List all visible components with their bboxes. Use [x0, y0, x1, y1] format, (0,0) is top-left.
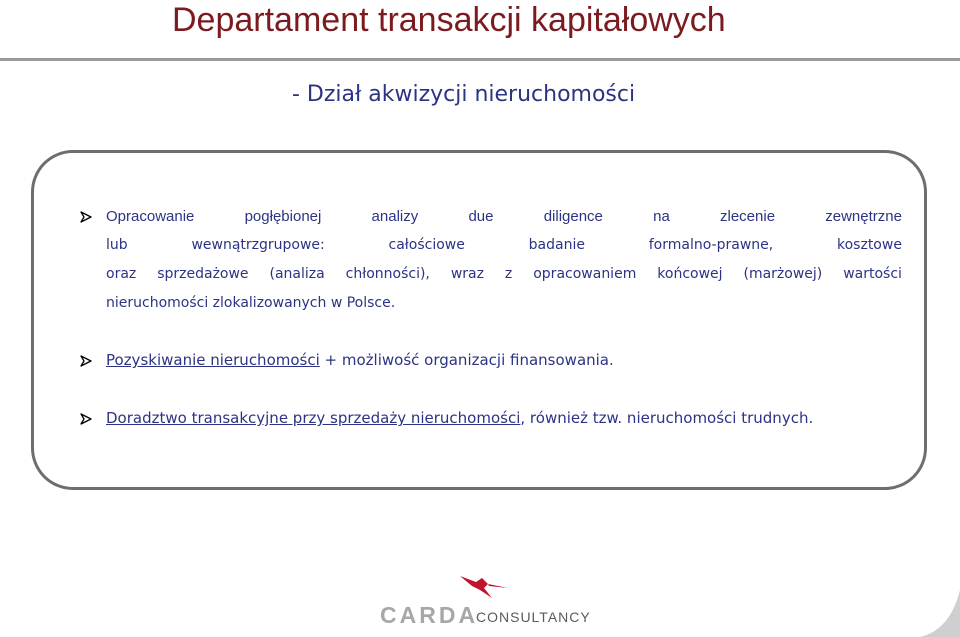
- word: (analiza: [269, 266, 325, 282]
- carda-logo: [380, 572, 590, 632]
- word: lub: [106, 237, 128, 253]
- bullet-2: [106, 349, 614, 371]
- word: badanie: [528, 237, 585, 253]
- word: (marżowej): [743, 266, 823, 282]
- arrow-bullet-icon: [80, 211, 92, 223]
- word: wartości: [843, 266, 902, 282]
- word: analizy: [371, 207, 419, 225]
- word: Opracowanie: [106, 207, 195, 225]
- word: chłonności),: [345, 266, 430, 282]
- word: diligence: [543, 207, 603, 225]
- bullet-1-line-1: [106, 205, 902, 227]
- logo-consultancy-text: CONSULTANCY: [476, 609, 591, 625]
- corner-decoration-icon: [920, 590, 960, 637]
- arrow-bullet-icon: [80, 355, 92, 367]
- page-title: Departament transakcji kapitałowych: [172, 1, 726, 39]
- hummingbird-icon: [458, 572, 510, 606]
- word: formalno-prawne,: [648, 237, 774, 253]
- word: sprzedażowe: [157, 266, 249, 282]
- bullet-1-line-2: [106, 234, 902, 256]
- bullet-2-rest: + możliwość organizacji finansowania.: [319, 351, 614, 369]
- content-card: [31, 150, 927, 490]
- bullet-3-rest: , również tzw. nieruchomości trudnych.: [520, 409, 814, 427]
- word: całościowe: [388, 237, 465, 253]
- word: opracowaniem: [533, 266, 637, 282]
- bullet-2-strong: Pozyskiwanie nieruchomości: [106, 351, 320, 369]
- word: na: [653, 207, 670, 225]
- bullet-3-strong: Doradztwo transakcyjne przy sprzedaży nieruchomości: [106, 409, 521, 427]
- word: kosztowe: [837, 237, 902, 253]
- word: wewnątrzgrupowe:: [191, 237, 325, 253]
- bullet-1-line-4: [106, 292, 902, 314]
- word: z: [504, 266, 513, 282]
- word: zlecenie: [720, 207, 776, 225]
- word: zewnętrzne: [825, 207, 902, 225]
- bullet-3: [106, 407, 813, 429]
- bullet-1-line-3: [106, 263, 902, 285]
- bullet-1-ending: nieruchomości zlokalizowanych w Polsce.: [106, 295, 396, 311]
- arrow-bullet-icon: [80, 413, 92, 425]
- title-divider: [0, 58, 960, 61]
- word: pogłębionej: [244, 207, 322, 225]
- word: oraz: [106, 266, 137, 282]
- word: due: [468, 207, 494, 225]
- page-subtitle: - Dział akwizycji nieruchomości: [292, 82, 636, 107]
- word: końcowej: [657, 266, 723, 282]
- word: wraz: [450, 266, 484, 282]
- logo-carda-text: CARDA: [380, 602, 479, 628]
